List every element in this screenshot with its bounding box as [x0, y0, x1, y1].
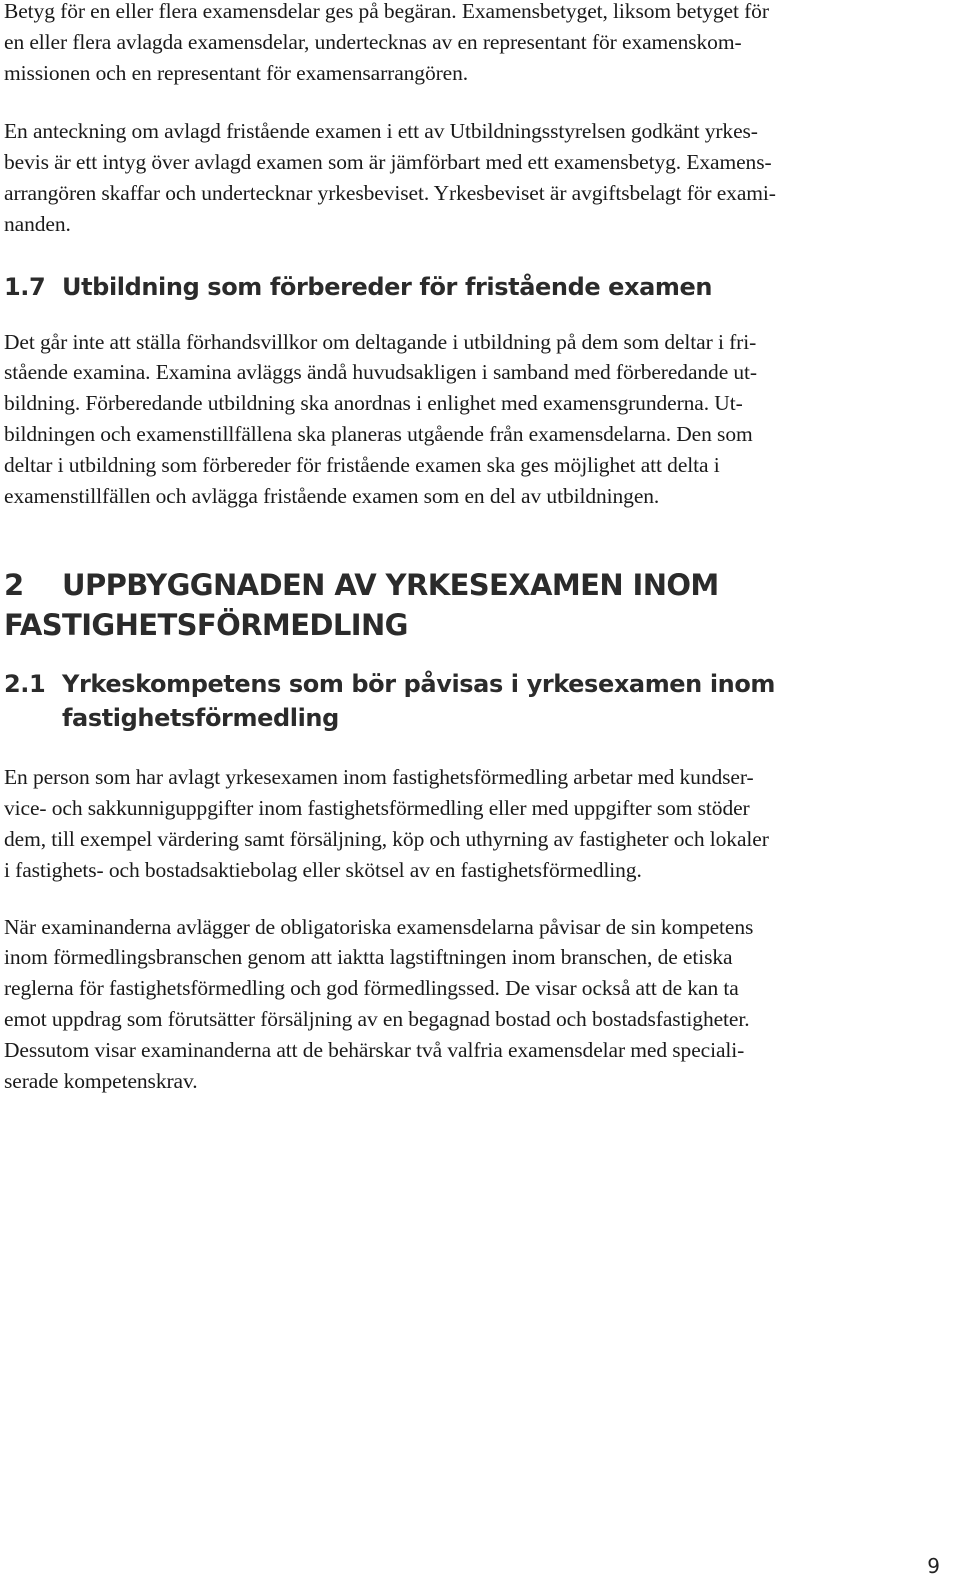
heading-section-1-7: [4, 271, 942, 303]
paragraph-exam-certificate: Betyg för en eller flera examensdelar ges på begäran. Examensbetyget, liksom betyget för en eller flera avlagda examensdelar, undertecknas av en representant för examenskom- missionen och en representant för examensarrangören.: [4, 0, 769, 85]
paragraph-professional-role: En person som har avlagt yrkesexamen inom fastighetsförmedling arbetar med kundser- vice- och sakkunniguppgifter inom fastighetsförmedling eller med uppgifter som stöder dem, till exempel värdering samt försäljning, köp och uthyrning av fastigheter och lokaler i fastighets- och bostadsaktiebolag eller skötsel av en fastighetsförmedling.: [4, 765, 769, 882]
paragraph-vocational-certificate: En anteckning om avlagd fristående examen i ett av Utbildningsstyrelsen godkänt yrkes- bevis är ett intyg över avlagd examen som är jämförbart med ett examensbetyg. Examens- arrangören skaffar och undertecknar yrkesbeviset. Yrkesbeviset är avgiftsbelagt för exami- nanden.: [4, 119, 776, 236]
heading-number: 2: [4, 568, 24, 603]
heading-title: UPPBYGGNADEN AV YRKESEXAMEN INOM FASTIGHETSFÖRMEDLING: [4, 568, 719, 643]
document-page: [4, 0, 942, 1096]
heading-chapter-2: [4, 565, 942, 645]
page-number: 9: [927, 1554, 940, 1578]
heading-number: 1.7: [4, 272, 46, 301]
heading-section-2-1: [4, 667, 942, 735]
heading-number: 2.1: [4, 670, 46, 699]
paragraph-preparatory-training: Det går inte att ställa förhandsvillkor om deltagande i utbildning på dem som deltar i fri- stående examina. Examina avläggs ändå huvudsakligen i samband med förberedande ut- bildning. Förberedande utbildning ska anordnas i enlighet med examensgrunderna. Ut- bildningen och examenstillfällena ska planeras utgående från examensdelarna. Den som deltar i utbildning som förbereder för fristående examen ska ges möjlighet att delta i examenstillfällen och avlägga fristående examen som en del av utbildningen.: [4, 329, 757, 508]
heading-title: Yrkeskompetens som bör påvisas i yrkesexamen inom fastighetsförmedling: [62, 670, 776, 733]
heading-title: Utbildning som förbereder för fristående examen: [62, 272, 713, 301]
paragraph-mandatory-parts: När examinanderna avlägger de obligatoriska examensdelarna påvisar de sin kompetens inom förmedlingsbranschen genom att iaktta lagstiftningen inom branschen, de etiska reglerna för fastighetsförmedling och god förmedlingssed. De visar också att de kan ta emot uppdrag som förutsätter försäljning av en begagnad bostad och bostadsfastigheter. Dessutom visar examinanderna att de behärskar två valfria examensdelar med speciali- serade kompetenskrav.: [4, 914, 754, 1093]
